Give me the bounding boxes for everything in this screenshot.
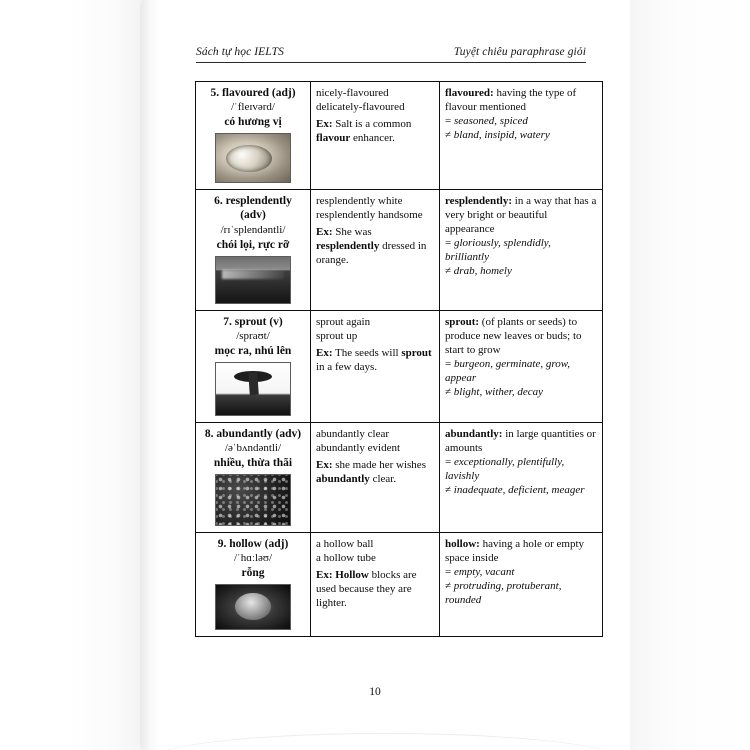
word-vietnamese: mọc ra, nhú lên [214,344,292,357]
antonyms-line [445,128,597,142]
antonyms-line [445,264,597,278]
word-ipa: /ˈfleɪvərd/ [231,101,275,114]
running-header-left: Sách tự học IELTS [196,46,284,58]
collocation-item: resplendently handsome [316,209,423,222]
example-sentence: Ex: Hollow blocks are used because they are lighter. [316,568,417,609]
definition-body: having a hole or empty space inside [445,537,585,564]
word-image [215,256,291,304]
synonym-symbol: = [445,357,452,370]
header-divider [196,62,586,63]
example-sentence: Ex: The seeds will sprout in a few days. [316,346,432,373]
definition-cell [440,310,603,422]
vocabulary-table-wrapper [195,81,597,637]
synonym-symbol: = [445,237,452,250]
word-cell [196,82,311,190]
example-label: Ex: [316,226,333,239]
collocation-item: resplendently white [316,195,403,208]
synonyms-text: empty, vacant [453,565,515,578]
word-ipa: /rɪˈsplendəntli/ [220,223,286,236]
definition-text [445,428,596,454]
collocation-item: abundantly evident [316,441,401,454]
collocation-item: delicately-flavoured [316,101,405,114]
example-label: Ex: [316,346,333,359]
example-sentence: Ex: She was resplendently dressed in orange. [316,226,427,267]
definition-text [445,316,582,356]
word-headword: 8. abundantly (adv) [204,427,302,440]
word-image [215,584,291,630]
synonym-symbol: = [445,565,452,578]
synonyms-line [445,114,597,128]
running-header-right: Tuyệt chiêu paraphrase giỏi [453,46,586,58]
synonyms-text: gloriously, splendidly, brilliantly [445,237,551,264]
antonyms-line [445,579,597,607]
page-right-shading [630,0,750,750]
collocation-item: sprout again [316,315,371,328]
page-bottom-curve [150,733,620,750]
collocation-cell [311,422,440,532]
example-keyword: sprout [401,346,432,359]
word-vietnamese: nhiều, thừa thãi [213,456,293,469]
example-keyword: Hollow [335,568,369,581]
table-row [196,532,603,636]
example-sentence: Ex: Salt is a common flavour enhancer. [316,118,412,145]
definition-headword: flavoured: [445,87,494,99]
word-cell [196,310,311,422]
definition-headword: abundantly: [445,427,503,440]
definition-cell [440,82,603,190]
synonyms-text: seasoned, spiced [453,115,528,128]
collocation-item: abundantly clear [316,427,389,440]
table-row [196,422,603,532]
example-sentence: Ex: she made her wishes abundantly clear. [316,458,426,485]
word-vietnamese: rỗng [241,566,265,579]
word-image [215,133,291,183]
antonym-symbol: ≠ [445,483,452,496]
word-ipa: /əˈbʌndəntli/ [224,441,282,454]
definition-text [445,195,596,235]
page-left-shading [0,0,150,750]
page-spine-curve [140,0,160,750]
definition-headword: sprout: [445,315,480,328]
synonym-symbol: = [445,455,452,468]
collocation-item: sprout up [316,329,358,342]
synonyms-line [445,236,597,264]
definition-cell [440,190,603,310]
word-ipa: /spraʊt/ [236,329,270,342]
example-keyword: resplendently [316,240,380,253]
page-number: 10 [369,686,381,698]
word-cell [196,532,311,636]
definition-body: having the type of flavour mentioned [445,87,577,114]
word-headword: 9. hollow (adj) [217,537,289,550]
synonyms-line [445,357,597,385]
word-headword: 5. flavoured (adj) [210,87,296,99]
antonyms-line [445,483,597,497]
word-vietnamese: có hương vị [224,116,282,129]
antonyms-text: inadequate, deficient, meager [453,483,585,496]
example-label: Ex: [316,458,333,471]
definition-headword: hollow: [445,537,480,550]
synonyms-line [445,455,597,483]
antonym-symbol: ≠ [445,265,452,278]
example-keyword: flavour [316,132,351,145]
antonym-symbol: ≠ [445,129,452,142]
collocation-cell [311,532,440,636]
collocation-cell [311,190,440,310]
definition-cell [440,422,603,532]
collocation-cell [311,310,440,422]
definition-body: in a way that has a very bright or beautiful appearance [445,195,597,236]
definition-text [445,87,576,113]
collocation-item: a hollow tube [316,551,376,564]
antonyms-text: blight, wither, decay [453,385,544,398]
collocation-item: nicely-flavoured [316,87,389,99]
definition-headword: resplendently: [445,195,513,208]
example-label: Ex: [316,118,333,131]
definition-body: (of plants or seeds) to produce new leaves or buds; to start to grow [445,315,582,356]
antonym-symbol: ≠ [445,385,452,398]
word-cell [196,422,311,532]
word-vietnamese: chói lọi, rực rỡ [216,238,290,251]
collocation-item: a hollow ball [316,537,374,550]
synonyms-line [445,565,597,579]
example-keyword: abundantly [316,472,370,485]
example-label: Ex: [316,568,333,581]
table-row [196,190,603,310]
table-row [196,310,603,422]
definition-text [445,538,584,564]
word-image [215,362,291,416]
synonyms-text: exceptionally, plentifully, lavishly [445,455,565,482]
antonyms-text: drab, homely [453,265,512,278]
word-headword: 7. sprout (v) [223,315,283,328]
running-header [196,46,586,58]
word-cell [196,190,311,310]
antonyms-line [445,385,597,399]
synonym-symbol: = [445,115,452,128]
definition-cell [440,532,603,636]
collocation-cell [311,82,440,190]
vocabulary-table [195,81,603,637]
word-ipa: /ˈhɑːləʊ/ [233,552,273,564]
antonym-symbol: ≠ [445,579,452,592]
antonyms-text: protruding, protuberant, rounded [445,579,562,606]
antonyms-text: bland, insipid, watery [453,129,550,142]
word-headword: 6. resplendently (adv) [214,195,292,222]
table-row [196,82,603,190]
word-image [215,474,291,526]
synonyms-text: burgeon, germinate, grow, appear [445,357,570,384]
definition-body: in large quantities or amounts [445,427,596,454]
